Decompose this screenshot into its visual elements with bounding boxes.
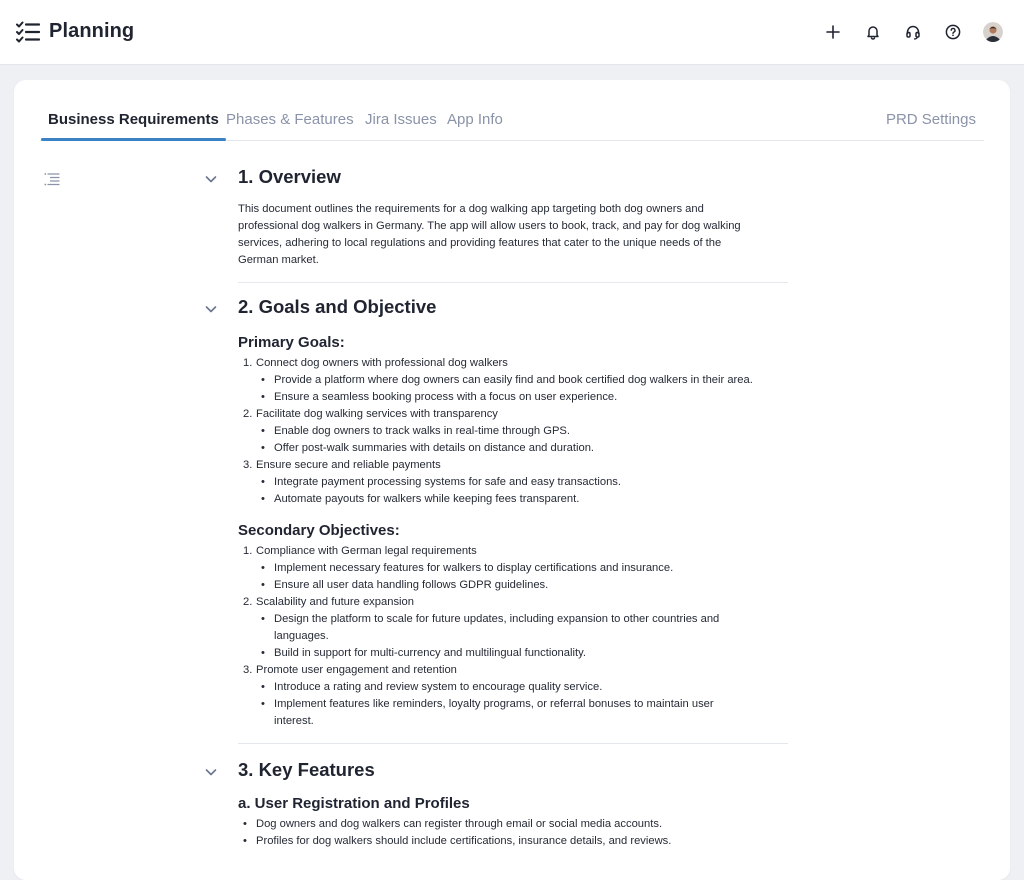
notifications-button[interactable] <box>862 21 884 43</box>
app-title: Planning <box>49 20 135 42</box>
tab-jira-issues[interactable]: Jira Issues <box>365 111 437 128</box>
bullet-item: • Implement necessary features for walkers to display certifications and insurance. <box>238 560 788 577</box>
table-of-contents-icon[interactable] <box>44 172 60 186</box>
bullet-item: • Enable dog owners to track walks in real-time through GPS. <box>238 423 788 440</box>
list-item: 2. Facilitate dog walking services with transparency <box>243 408 498 420</box>
bullet-item: • Introduce a rating and review system to encourage quality service. <box>238 679 788 696</box>
bullet-item: • Design the platform to scale for future updates, including expansion to other countries and <box>238 611 788 628</box>
bullet-item: • Provide a platform where dog owners can easily find and book certified dog walkers in their area. <box>238 372 788 389</box>
list-item: 3. Ensure secure and reliable payments <box>243 459 441 471</box>
bullet-continuation: languages. <box>274 630 329 642</box>
section-divider <box>238 282 788 283</box>
overview-line: services, adhering to local regulations and providing features that cater to the unique needs of the <box>238 237 722 249</box>
bullet-continuation: interest. <box>274 715 314 727</box>
subsection-heading: Secondary Objectives: <box>238 522 400 539</box>
brand <box>16 20 134 43</box>
bullet-item: • Integrate payment processing systems for safe and easy transactions. <box>238 474 788 491</box>
bullet-item: • Implement features like reminders, loyalty programs, or referral bonuses to maintain user <box>238 696 788 713</box>
plus-icon <box>826 25 840 39</box>
overview-line: This document outlines the requirements for a dog walking app targeting both dog owners and <box>238 203 704 215</box>
list-item: 1. Connect dog owners with professional dog walkers <box>243 357 508 369</box>
secondary-objectives-list <box>238 543 788 730</box>
bell-icon <box>865 24 881 40</box>
registration-list <box>238 816 788 850</box>
chevron-down-icon[interactable] <box>204 172 218 186</box>
bullet-item: • Dog owners and dog walkers can register through email or social media accounts. <box>238 816 788 833</box>
bullet-item: • Automate payouts for walkers while keeping fees transparent. <box>238 491 788 508</box>
user-menu-button[interactable] <box>982 21 1004 43</box>
chevron-down-icon[interactable] <box>204 765 218 779</box>
section-title: 1. Overview <box>238 166 341 187</box>
section-overview <box>238 166 788 283</box>
list-item: 3. Promote user engagement and retention <box>243 664 457 676</box>
main-card <box>14 80 1010 880</box>
avatar <box>983 22 1003 42</box>
checklist-icon <box>16 21 40 43</box>
help-icon <box>945 24 961 40</box>
primary-goals-list <box>238 355 788 508</box>
headset-icon <box>905 24 921 40</box>
overview-line: professional dog walkers in Germany. The app will allow users to book, track, and pay for dog walking <box>238 220 741 232</box>
tab-business-requirements[interactable]: Business Requirements <box>48 110 219 140</box>
tab-app-info[interactable]: App Info <box>447 111 503 128</box>
section-title: 2. Goals and Objective <box>238 296 437 317</box>
bullet-item: • Build in support for multi-currency and multilingual functionality. <box>238 645 788 662</box>
subsection-heading: a. User Registration and Profiles <box>238 795 470 812</box>
bullet-item: • Offer post-walk summaries with details on distance and duration. <box>238 440 788 457</box>
top-bar <box>0 0 1024 65</box>
chevron-down-icon[interactable] <box>204 302 218 316</box>
bullet-item: • Profiles for dog walkers should include certifications, insurance details, and reviews. <box>238 833 788 850</box>
tab-bar <box>40 110 984 141</box>
support-button[interactable] <box>902 21 924 43</box>
list-item: 2. Scalability and future expansion <box>243 596 414 608</box>
section-key-features <box>238 759 788 850</box>
help-button[interactable] <box>942 21 964 43</box>
bullet-item: • Ensure all user data handling follows GDPR guidelines. <box>238 577 788 594</box>
overview-paragraph <box>238 201 788 269</box>
document-body <box>238 166 788 850</box>
header-actions <box>804 21 1004 43</box>
bullet-item: • Ensure a seamless booking process with a focus on user experience. <box>238 389 788 406</box>
list-item: 1. Compliance with German legal requirements <box>243 545 477 557</box>
tab-prd-settings[interactable]: PRD Settings <box>885 111 976 128</box>
section-goals <box>238 296 788 744</box>
section-divider <box>238 743 788 744</box>
section-title: 3. Key Features <box>238 759 375 780</box>
subsection-heading: Primary Goals: <box>238 334 345 351</box>
overview-line: German market. <box>238 254 319 266</box>
add-button[interactable] <box>822 21 844 43</box>
tab-phases-features[interactable]: Phases & Features <box>226 111 354 128</box>
